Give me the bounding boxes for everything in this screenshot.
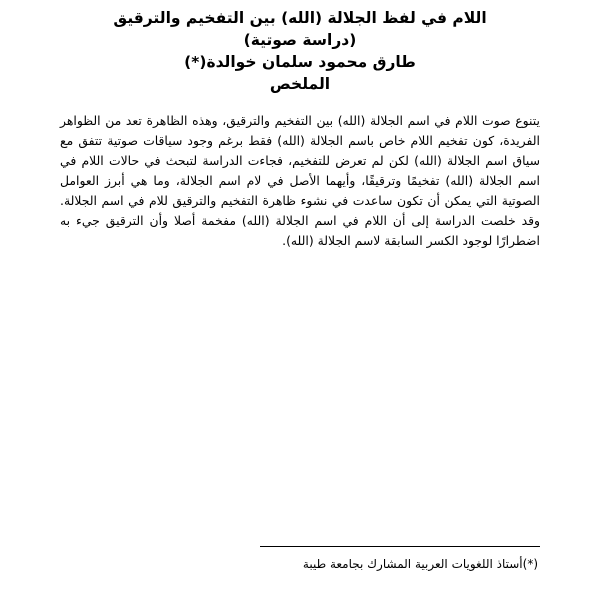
footnote-divider — [260, 546, 540, 547]
abstract-paragraph: يتنوع صوت اللام في اسم الجلالة (الله) بين التفخيم والترقيق، وهذه الظاهرة تعد من الظواهر الفريدة، كون تفخيم اللام خاص باسم الجلالة (الله) فقط برغم وجود سياقات صوتية تتفق مع سياق اسم الجلالة (الله) لكن لم تعرض للتفخيم، فجاءت الدراسة لتبحث في حالات اللام في اسم الجلالة (الله) تفخيمًا وترقيقًا، وأيهما الأصل في لام اسم الجلالة، وما هي أبرز العوامل الصوتية التي يمكن أن تكون ساعدت في نشوء ظاهرة التفخيم والترقيق للام في اسم الجلالة. وقد خلصت الدراسة إلى أن اللام في اسم الجلالة (الله) مفخمة أصلا وأن الترقيق جيء به اضطرارًا لوجود الكسر السابقة لاسم الجلالة (الله). — [60, 113, 540, 249]
footnote-text: (*)أستاذ اللغويات العربية المشارك بجامعة طيبة — [302, 557, 538, 571]
title-block — [60, 7, 540, 95]
author-name: طارق محمود سلمان خوالدة(*) — [184, 53, 416, 71]
paper-subtitle: (دراسة صوتية) — [243, 31, 357, 49]
abstract-heading: الملخص — [269, 75, 331, 93]
paper-title: اللام في لفظ الجلالة (الله) بين التفخيم والترقيق — [113, 9, 487, 27]
